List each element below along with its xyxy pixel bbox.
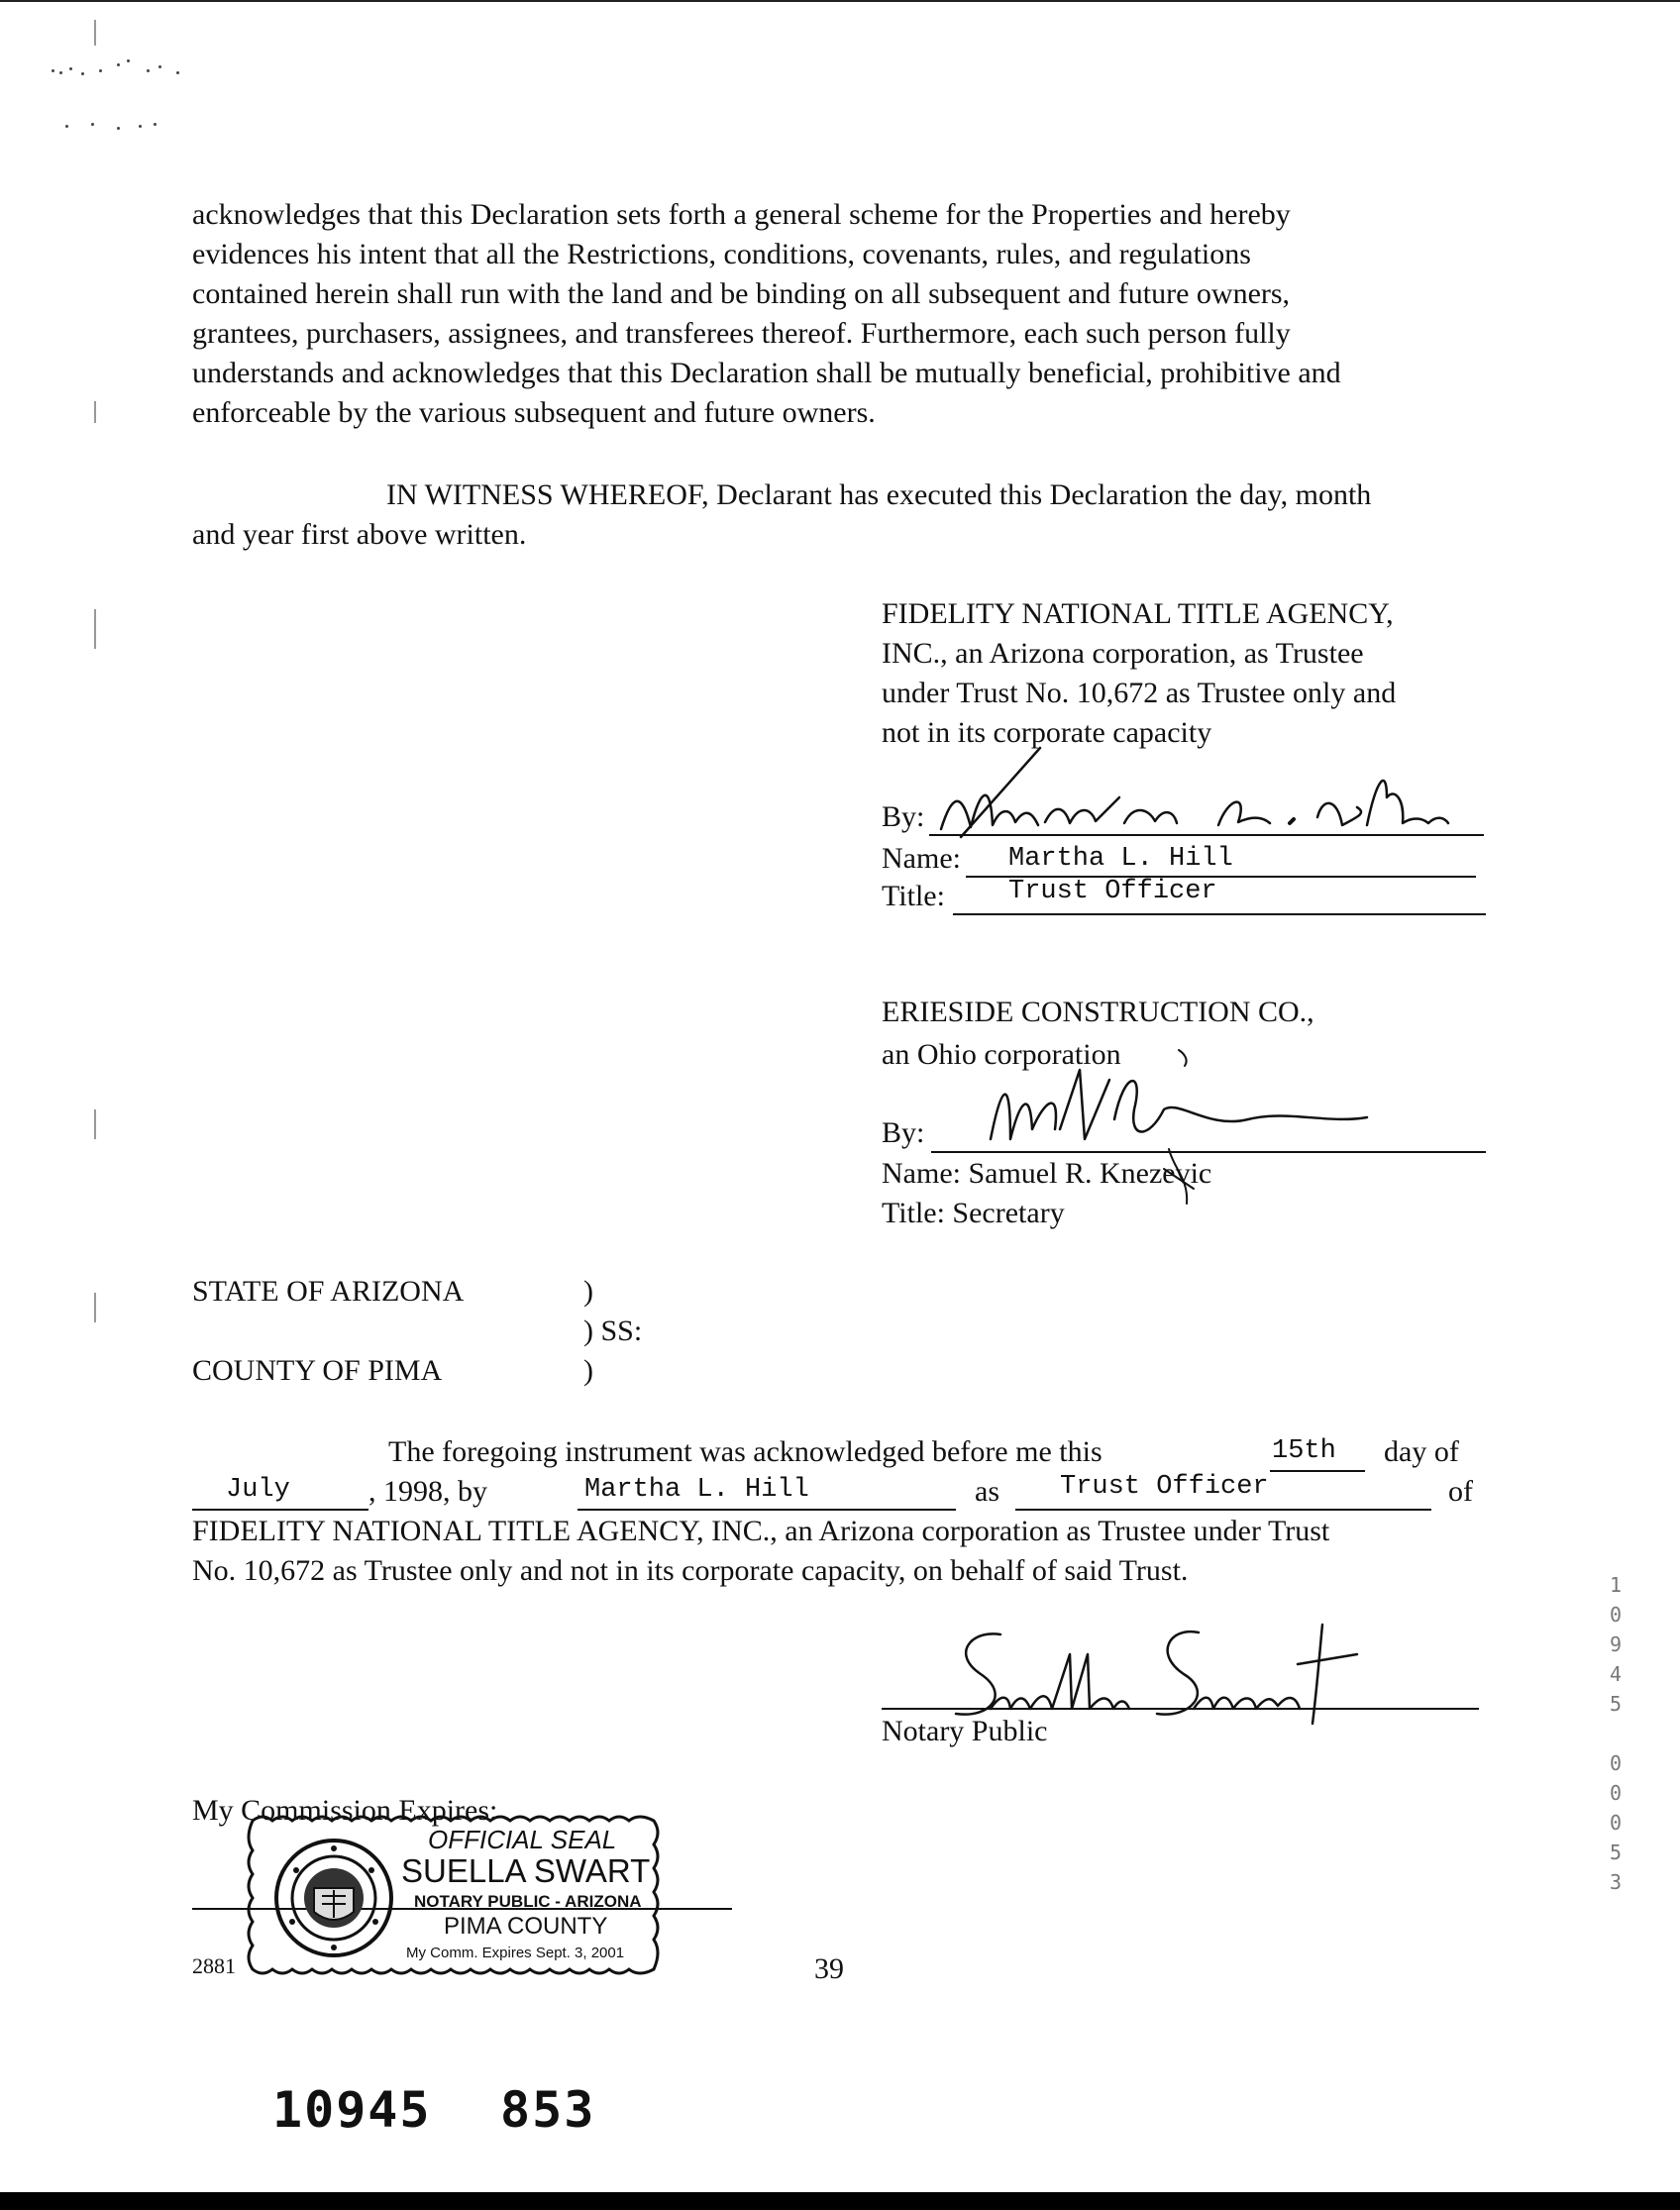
ack-line3: FIDELITY NATIONAL TITLE AGENCY, INC., an Arizona corporation as Trustee under Trust — [192, 1515, 1330, 1547]
paragraph-line: enforceable by the various subsequent and future owners. — [192, 396, 876, 429]
ack-line4: No. 10,672 as Trustee only and not in its corporate capacity, on behalf of said Trust. — [192, 1554, 1189, 1587]
commission-label: My Commission Expires: — [192, 1794, 498, 1827]
ack-as: as — [975, 1475, 999, 1508]
erieside-title: Title: Secretary — [882, 1197, 1065, 1229]
paragraph-line: evidences his intent that all the Restrictions, conditions, covenants, rules, and regulations — [192, 238, 1251, 270]
seal-line-official: OFFICIAL SEAL — [428, 1825, 617, 1854]
fidelity-by-label: By: — [882, 800, 925, 833]
witness-line: and year first above written. — [192, 518, 527, 551]
page-number: 39 — [814, 1952, 844, 1985]
venue-paren: ) — [583, 1354, 593, 1387]
fidelity-line: INC., an Arizona corporation, as Trustee — [882, 637, 1364, 670]
paragraph-line: grantees, purchasers, assignees, and transferees thereof. Furthermore, each such person fully — [192, 317, 1291, 350]
paragraph-line: acknowledges that this Declaration sets forth a general scheme for the Properties and hereby — [192, 198, 1291, 231]
scan-mark — [94, 609, 96, 649]
ack-of: of — [1448, 1475, 1473, 1508]
seal-line-expires: My Comm. Expires Sept. 3, 2001 — [406, 1945, 625, 1961]
recording-number: 10945 — [272, 2081, 432, 2139]
fidelity-title-line — [953, 913, 1486, 915]
ack-person-value: Martha L. Hill — [584, 1475, 809, 1505]
witness-line: IN WITNESS WHEREOF, Declarant has executed this Declaration the day, month — [386, 478, 1372, 511]
scan-mark — [94, 1109, 96, 1139]
scan-top-edge — [0, 0, 1680, 2]
fidelity-title-label: Title: — [882, 880, 945, 912]
fidelity-name-label: Name: — [882, 842, 961, 875]
venue-county: COUNTY OF PIMA — [192, 1354, 443, 1387]
fidelity-title-value: Trust Officer — [1008, 877, 1217, 906]
venue-ss: ) SS: — [583, 1315, 643, 1347]
witness-clause — [192, 475, 1480, 555]
fidelity-line: under Trust No. 10,672 as Trustee only and — [882, 677, 1397, 709]
ack-capacity-value: Trust Officer — [1060, 1472, 1269, 1502]
ack-capacity-blank — [1015, 1509, 1431, 1511]
scan-mark — [94, 1293, 96, 1322]
scan-mark — [94, 401, 96, 423]
declaration-paragraph — [192, 195, 1480, 433]
fidelity-line: not in its corporate capacity — [882, 716, 1212, 749]
ack-month-value: July — [226, 1475, 290, 1505]
scan-bottom-edge — [0, 2192, 1680, 2210]
ack-day-value: 15th — [1272, 1436, 1336, 1466]
venue-paren: ) — [583, 1275, 593, 1308]
paragraph-line: contained herein shall run with the land and be binding on all subsequent and future owners, — [192, 277, 1291, 310]
martha-hill-signature — [921, 738, 1456, 847]
scan-mark — [94, 20, 96, 46]
erieside-corp: an Ohio corporation — [882, 1038, 1121, 1071]
fidelity-signature-block — [882, 594, 1486, 753]
venue-state: STATE OF ARIZONA — [192, 1275, 465, 1308]
ack-line1-post: day of — [1384, 1435, 1459, 1468]
erieside-by-label: By: — [882, 1116, 925, 1149]
erieside-company: ERIESIDE CONSTRUCTION CO., — [882, 996, 1314, 1028]
erieside-name: Name: Samuel R. Knezevic — [882, 1157, 1212, 1190]
seal-line-county: PIMA COUNTY — [444, 1913, 608, 1940]
fidelity-line: FIDELITY NATIONAL TITLE AGENCY, — [882, 597, 1394, 630]
notary-public-label: Notary Public — [882, 1715, 1048, 1747]
recording-page: 853 — [500, 2081, 596, 2139]
seal-line-notary: NOTARY PUBLIC - ARIZONA — [414, 1892, 642, 1911]
footer-code: 2881 — [192, 1953, 236, 1978]
ack-line1-pre: The foregoing instrument was acknowledged before me this — [388, 1435, 1102, 1468]
ack-year-by: , 1998, by — [368, 1475, 487, 1508]
seal-line-name: SUELLA SWART — [401, 1852, 651, 1889]
paragraph-line: understands and acknowledges that this Declaration shall be mutually beneficial, prohibitive and — [192, 357, 1341, 389]
side-stamp-code: 1 0 9 4 5 0 0 0 5 3 — [1609, 1573, 1623, 1894]
fidelity-name-value: Martha L. Hill — [1008, 844, 1233, 874]
